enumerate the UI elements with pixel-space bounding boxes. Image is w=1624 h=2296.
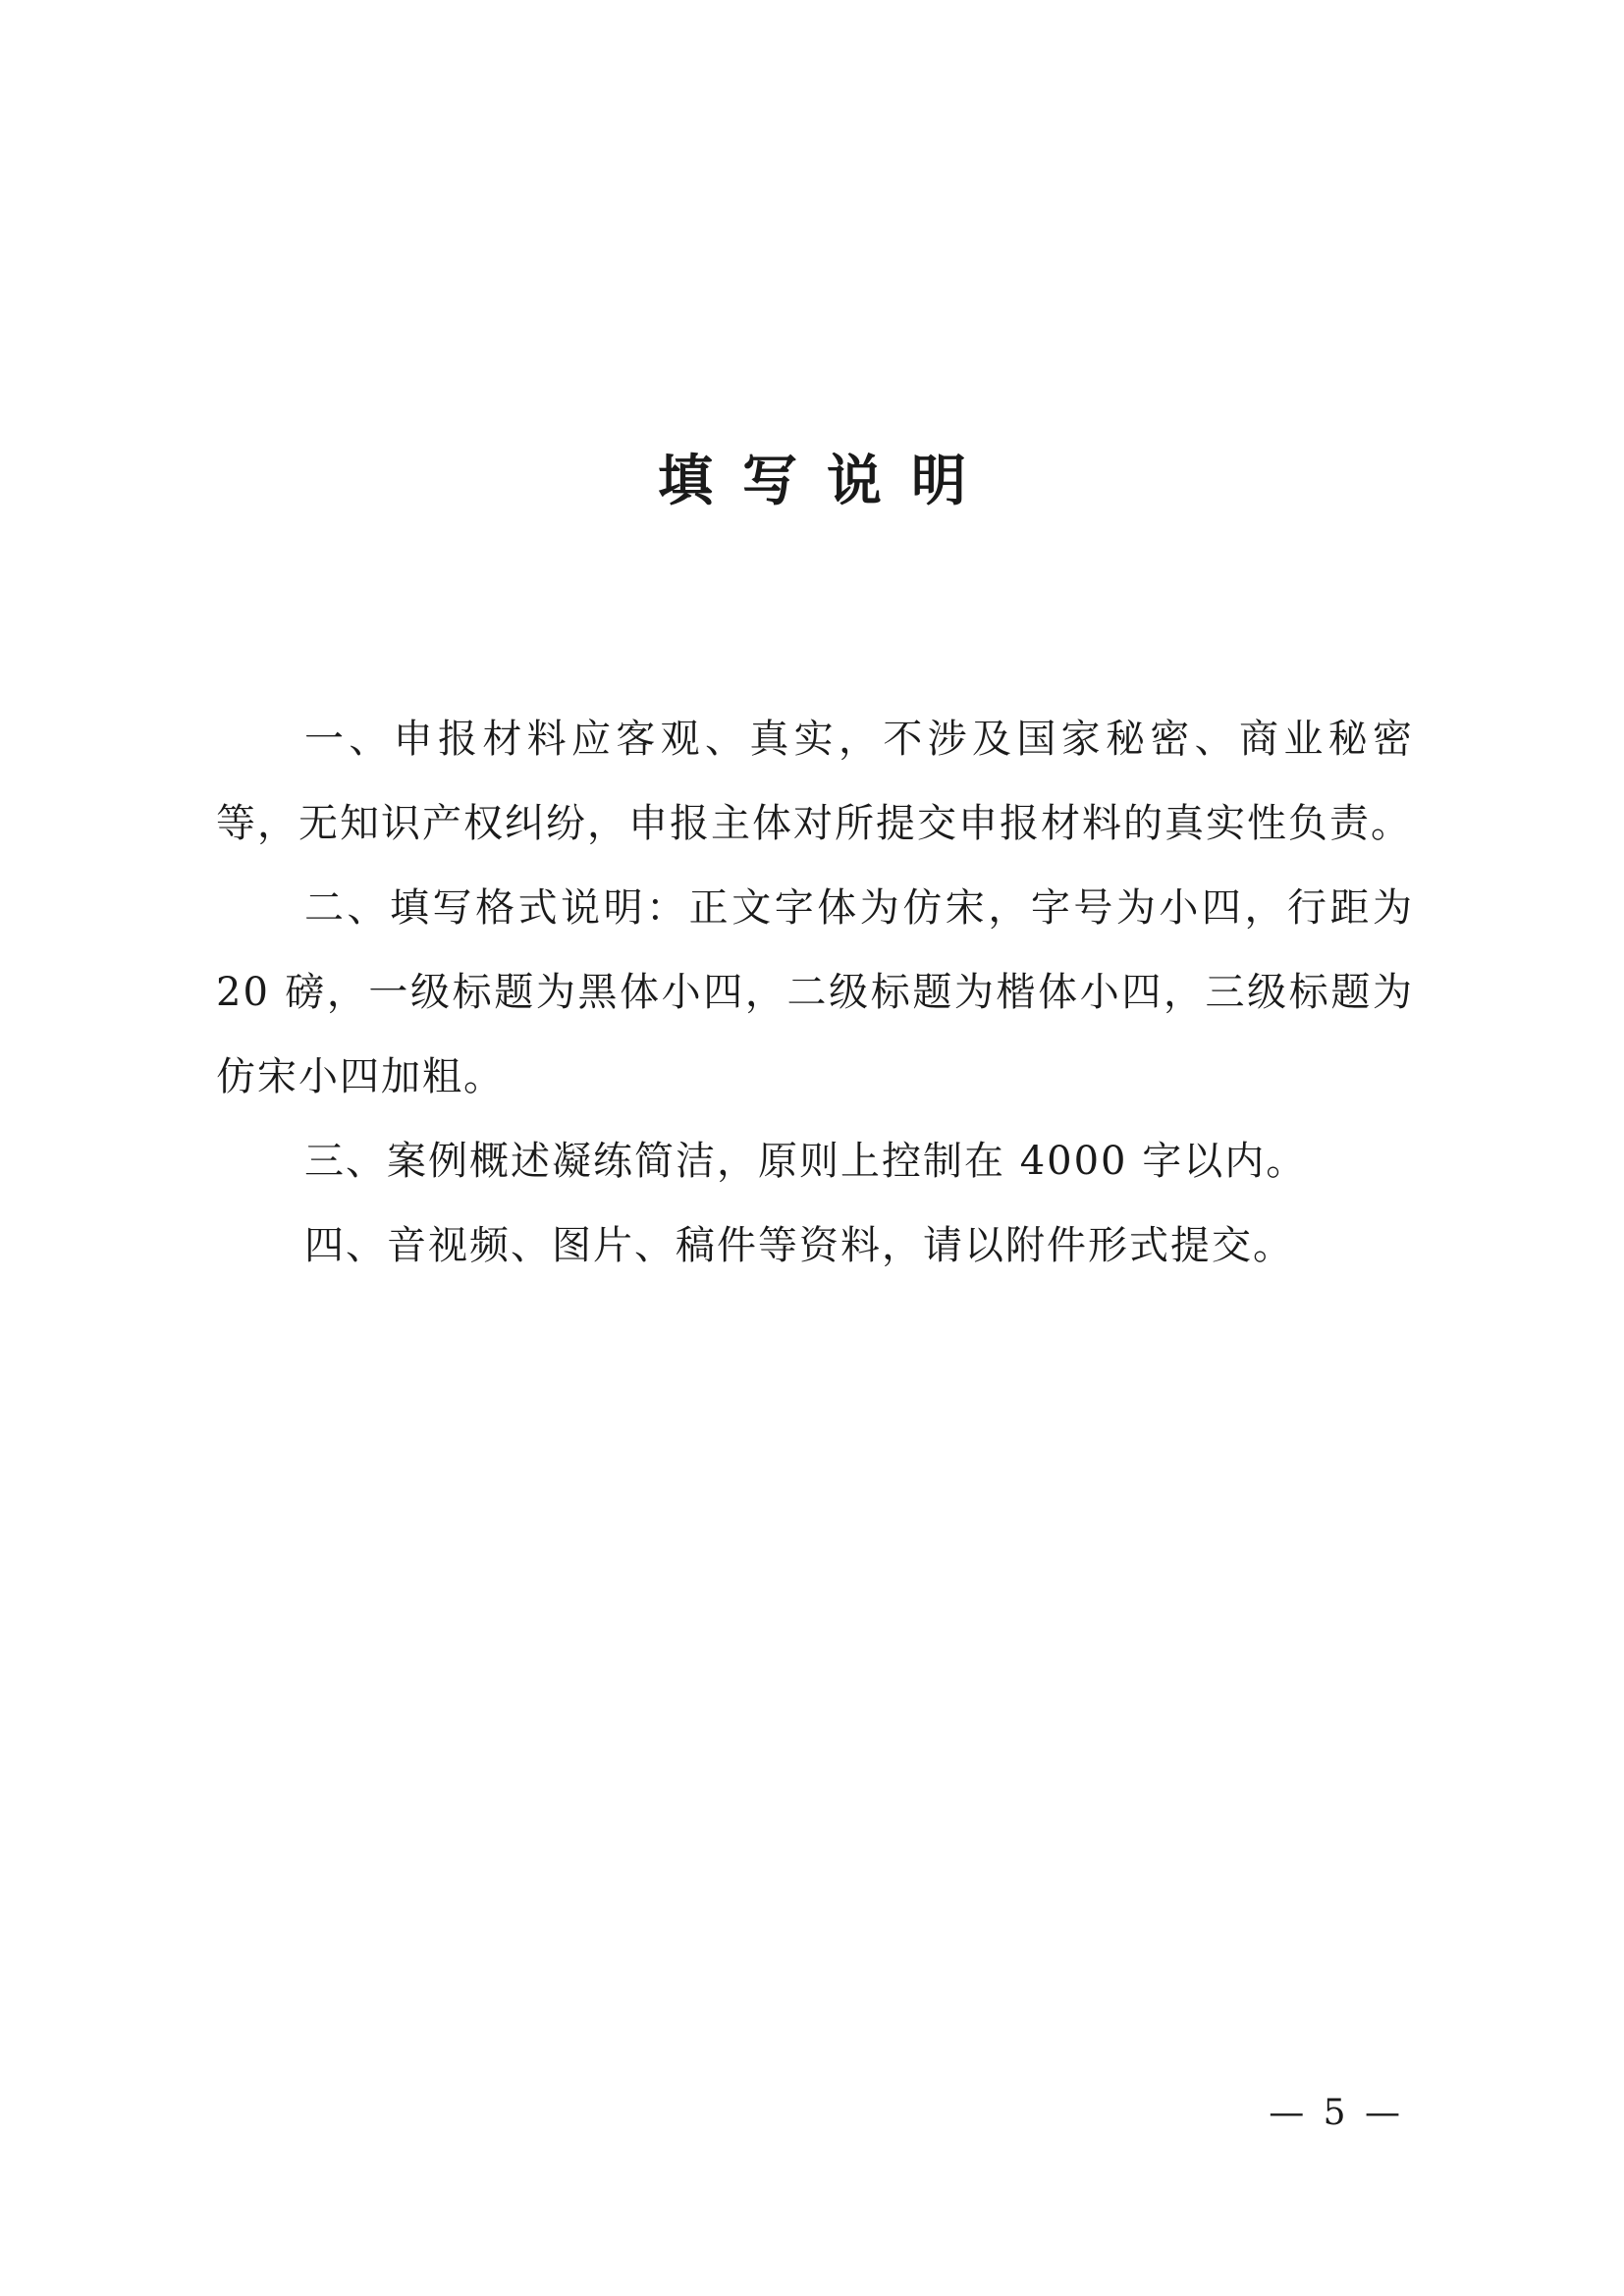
instruction-paragraph-2: 二、填写格式说明：正文字体为仿宋，字号为小四，行距为 20 磅，一级标题为黑体小四，二级标题为楷体小四，三级标题为仿宋小四加粗。 [216,885,1414,1099]
page-title: 填写说明 [658,449,996,513]
instructions-body [216,697,1414,1288]
instruction-paragraph-1: 一、申报材料应客观、真实，不涉及国家秘密、商业秘密等，无知识产权纠纷，申报主体对所提交申报材料的真实性负责。 [216,717,1414,846]
page-number: — 5 — [1269,2093,1404,2133]
instruction-paragraph-4: 四、音视频、图片、稿件等资料，请以附件形式提交。 [304,1223,1294,1268]
instruction-paragraph-3: 三、案例概述凝练简洁，原则上控制在 4000 字以内。 [304,1139,1308,1184]
